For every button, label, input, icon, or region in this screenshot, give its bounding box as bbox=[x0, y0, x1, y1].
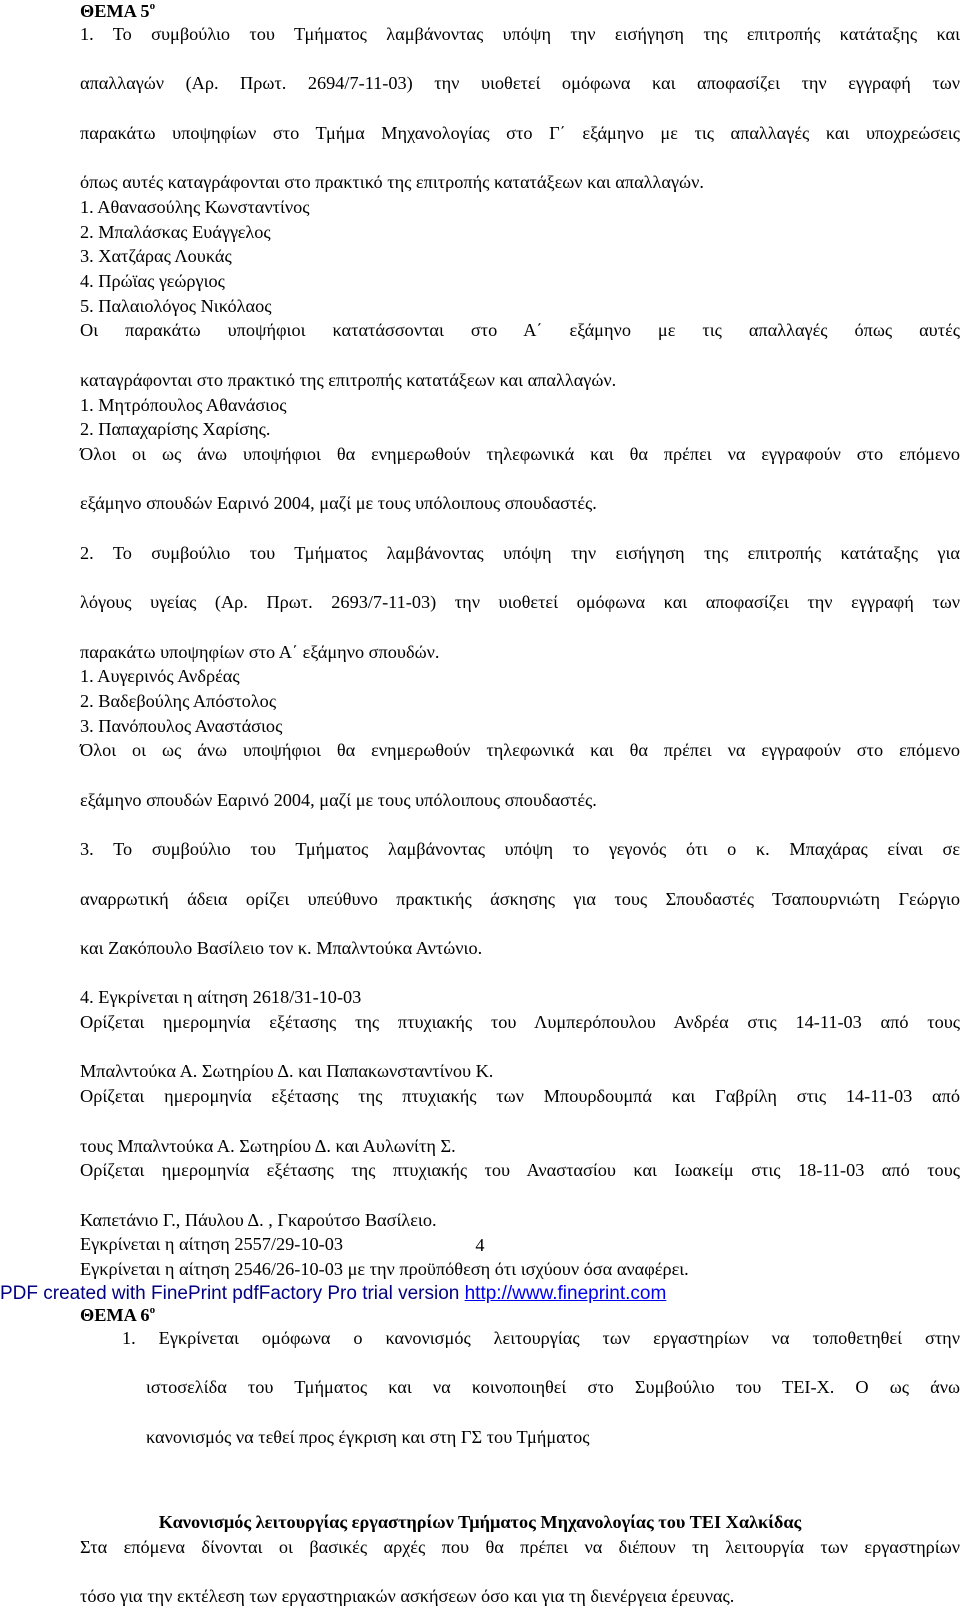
notify-line-1: Όλοι οι ως άνω υποψήφιοι θα ενημερωθούν τηλεφωνικά και θα πρέπει να εγγραφούν στο επόμενο bbox=[80, 740, 960, 761]
theme5-heading bbox=[80, 0, 960, 22]
theme5-title: ΘΕΜΑ 5 bbox=[80, 1, 150, 21]
item2-line-3: παρακάτω υποψηφίων στο Α΄ εξάμηνο σπουδών. bbox=[80, 641, 440, 662]
exam3-line-2: Καπετάνιο Γ., Πάυλου Δ. , Γκαρούτσο Βασίλειο. bbox=[80, 1209, 437, 1230]
semester-a-line-2: καταγράφονται στο πρακτικό της επιτροπής κατατάξεων και απαλλαγών. bbox=[80, 369, 617, 390]
paragraph-gap bbox=[80, 516, 960, 541]
item3-line-2: αναρρωτική άδεια ορίζει υπεύθυνο πρακτικής άσκησης για τους Σπουδαστές Τσαπουρνιώτη Γεώργιο bbox=[80, 888, 960, 909]
footer-text: PDF created with FinePrint pdfFactory Pro trial version bbox=[0, 1283, 465, 1304]
item1-line-1: 1. Το συμβούλιο του Τμήματος λαμβάνοντας υπόψη την εισήγηση της επιτροπής κατάταξης και bbox=[80, 24, 960, 44]
candidate-list-item: 2. Μπαλάσκας Ευάγγελος bbox=[80, 221, 271, 242]
item2-line-2: λόγους υγείας (Αρ. Πρωτ. 2693/7-11-03) την υιοθετεί ομόφωνα και αποφασίζει την εγγραφή των bbox=[80, 592, 960, 613]
exam3-line-1: Ορίζεται ημερομηνία εξέτασης της πτυχιακής του Αναστασίου και Ιωακείμ στις 18-11-03 από τους bbox=[80, 1160, 960, 1181]
candidate-list-item: 2. Βαδεβούλης Απόστολος bbox=[80, 690, 277, 711]
document-body bbox=[80, 0, 960, 1609]
regulation-heading: Κανονισμός λειτουργίας εργαστηρίων Τμήματος Μηχανολογίας του ΤΕΙ Χαλκίδας bbox=[158, 1512, 802, 1533]
candidate-list-item: 3. Χατζάρας Λουκάς bbox=[80, 246, 232, 267]
theme6-superscript: ο bbox=[149, 1303, 156, 1316]
page-number: 4 bbox=[475, 1235, 485, 1255]
candidate-list-item: 3. Πανόπουλος Αναστάσιος bbox=[80, 715, 283, 736]
paragraph-gap bbox=[80, 812, 960, 837]
exam2-line-1: Ορίζεται ημερομηνία εξέτασης της πτυχιακής των Μπουρδουμπά και Γαβρίλη στις 14-11-03 από bbox=[80, 1086, 960, 1107]
exam1-line-2: Μπαλντούκα Α. Σωτηρίου Δ. και Παπακωνσταντίνου Κ. bbox=[80, 1061, 494, 1082]
candidate-list-item: 2. Παπαχαρίσης Χαρίσης. bbox=[80, 419, 271, 440]
item1-line-3: παρακάτω υποψηφίων στο Τμήμα Μηχανολογίας στο Γ΄ εξάμηνο με τις απαλλαγές και υποχρεώσεις bbox=[80, 122, 960, 143]
candidate-list-item: 1. Αθανασούλης Κωνσταντίνος bbox=[80, 196, 310, 217]
approval-line-2: Εγκρίνεται η αίτηση 2546/26-10-03 με την προϋπόθεση ότι ισχύουν όσα αναφέρει. bbox=[80, 1259, 689, 1280]
item3-line-1: 3. Το συμβούλιο του Τμήματος λαμβάνοντας υπόψη το γεγονός ότι ο κ. Μπαχάρας είναι σε bbox=[80, 839, 960, 860]
theme6-item1-line-1: 1. Εγκρίνεται ομόφωνα ο κανονισμός λειτουργίας των εργαστηρίων να τοποθετηθεί στην bbox=[122, 1327, 960, 1348]
theme6-item1-line-3: κανονισμός να τεθεί προς έγκριση και στη ΓΣ του Τμήματος bbox=[146, 1426, 590, 1447]
candidate-list-item: 5. Παλαιολόγος Νικόλαος bbox=[80, 295, 272, 316]
approval-line-1: Εγκρίνεται η αίτηση 2557/29-10-03 bbox=[80, 1234, 344, 1255]
paragraph-gap bbox=[80, 1449, 960, 1510]
candidate-list-item: 4. Πρώϊας γεώργιος bbox=[80, 271, 225, 292]
item3-line-3: και Ζακόπουλο Βασίλειο τον κ. Μπαλντούκα Αντώνιο. bbox=[80, 937, 483, 958]
paragraph-gap bbox=[80, 961, 960, 986]
notify-line-2: εξάμηνο σπουδών Εαρινό 2004, μαζί με τους υπόλοιπους σπουδαστές. bbox=[80, 493, 597, 514]
item2-line-1: 2. Το συμβούλιο του Τμήματος λαμβάνοντας υπόψη την εισήγηση της επιτροπής κατάταξης για bbox=[80, 542, 960, 563]
theme6-item1-line-2: ιστοσελίδα του Τμήματος και να κοινοποιηθεί στο Συμβούλιο του ΤΕΙ-Χ. Ο ως άνω bbox=[146, 1377, 960, 1398]
notify-line-1: Όλοι οι ως άνω υποψήφιοι θα ενημερωθούν τηλεφωνικά και θα πρέπει να εγγραφούν στο επόμενο bbox=[80, 443, 960, 464]
theme6-heading bbox=[80, 1304, 960, 1326]
pdf-footer bbox=[0, 1282, 960, 1306]
notify-line-2: εξάμηνο σπουδών Εαρινό 2004, μαζί με τους υπόλοιπους σπουδαστές. bbox=[80, 789, 597, 810]
exam2-line-2: τους Μπαλντούκα Α. Σωτηρίου Δ. και Αυλωνίτη Σ. bbox=[80, 1135, 456, 1156]
theme6-title: ΘΕΜΑ 6 bbox=[80, 1304, 150, 1325]
regulation-line-2: τόσο για την εκτέλεση των εργαστηριακών ασκήσεων όσο και για τη διενέργεια έρευνας. bbox=[80, 1586, 735, 1607]
candidate-list-item: 1. Αυγερινός Ανδρέας bbox=[80, 666, 240, 687]
theme5-superscript: ο bbox=[149, 0, 156, 12]
candidate-list-item: 1. Μητρόπουλος Αθανάσιος bbox=[80, 394, 287, 415]
regulation-line-1: Στα επόμενα δίνονται οι βασικές αρχές που θα πρέπει να διέπουν τη λειτουργία των εργαστηρίων bbox=[80, 1537, 960, 1558]
item1-line-2: απαλλαγών (Αρ. Πρωτ. 2694/7-11-03) την υιοθετεί ομόφωνα και αποφασίζει την εγγραφή των bbox=[80, 73, 960, 94]
item1-line-4: όπως αυτές καταγράφονται στο πρακτικό της επιτροπής κατατάξεων και απαλλαγών. bbox=[80, 172, 704, 193]
item4-line-1: 4. Εγκρίνεται η αίτηση 2618/31-10-03 bbox=[80, 987, 362, 1008]
footer-link[interactable]: http://www.fineprint.com bbox=[464, 1283, 667, 1304]
exam1-line-1: Ορίζεται ημερομηνία εξέτασης της πτυχιακής του Λυμπερόπουλου Ανδρέα στις 14-11-03 από τους bbox=[80, 1012, 960, 1033]
semester-a-line-1: Οι παρακάτω υποψήφιοι κατατάσσονται στο Α΄ εξάμηνο με τις απαλλαγές όπως αυτές bbox=[80, 320, 960, 341]
